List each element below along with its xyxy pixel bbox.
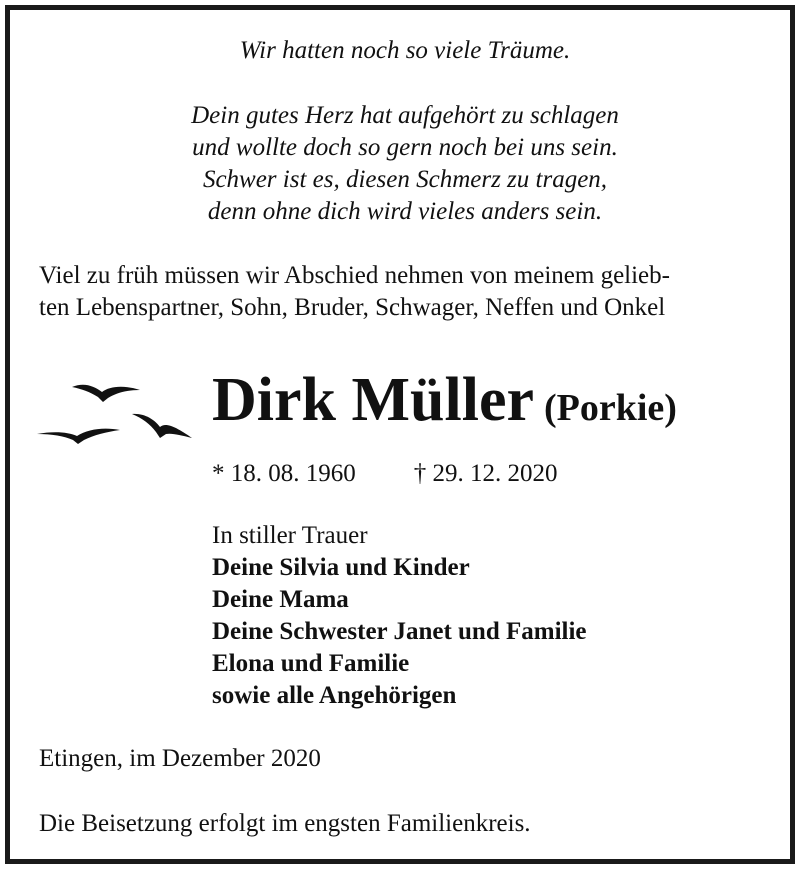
flying-birds-icon [32,372,212,452]
birth-date: * 18. 08. 1960 [212,460,356,487]
mourner-name: Deine Mama [212,586,349,613]
burial-note: Die Beisetzung erfolgt im engsten Familienkreis. [39,810,531,837]
poem-line: Dein gutes Herz hat aufgehört zu schlagen [191,102,619,129]
poem-stanza-2 [10,100,800,228]
life-dates [212,458,558,490]
place-and-date: Etingen, im Dezember 2020 [39,745,321,772]
mourners-block [212,520,587,712]
mourners-heading: In stiller Trauer [212,522,368,549]
intro-line: Viel zu früh müssen wir Abschied nehmen von meinem gelieb- [39,262,670,289]
death-date: † 29. 12. 2020 [413,460,558,487]
poem-stanza-1 [10,35,800,67]
mourner-name: Elona und Familie [212,650,410,677]
intro-line: ten Lebenspartner, Sohn, Bruder, Schwager, Neffen und Onkel [39,294,666,321]
poem-line: Wir hatten noch so viele Träume. [239,37,571,64]
poem-line: denn ohne dich wird vieles anders sein. [207,198,603,225]
mourner-name: Deine Schwester Janet und Familie [212,618,587,645]
poem-line: Schwer ist es, diesen Schmerz zu tragen, [202,166,608,193]
deceased-nickname: (Porkie) [544,387,677,429]
poem-line: und wollte doch so gern noch bei uns sein. [192,134,618,161]
obituary-frame [5,5,795,864]
deceased-name-line [212,360,677,448]
mourner-name: sowie alle Angehörigen [212,682,457,709]
deceased-name: Dirk Müller [212,366,534,434]
mourner-name: Deine Silvia und Kinder [212,554,470,581]
farewell-intro [39,260,779,324]
